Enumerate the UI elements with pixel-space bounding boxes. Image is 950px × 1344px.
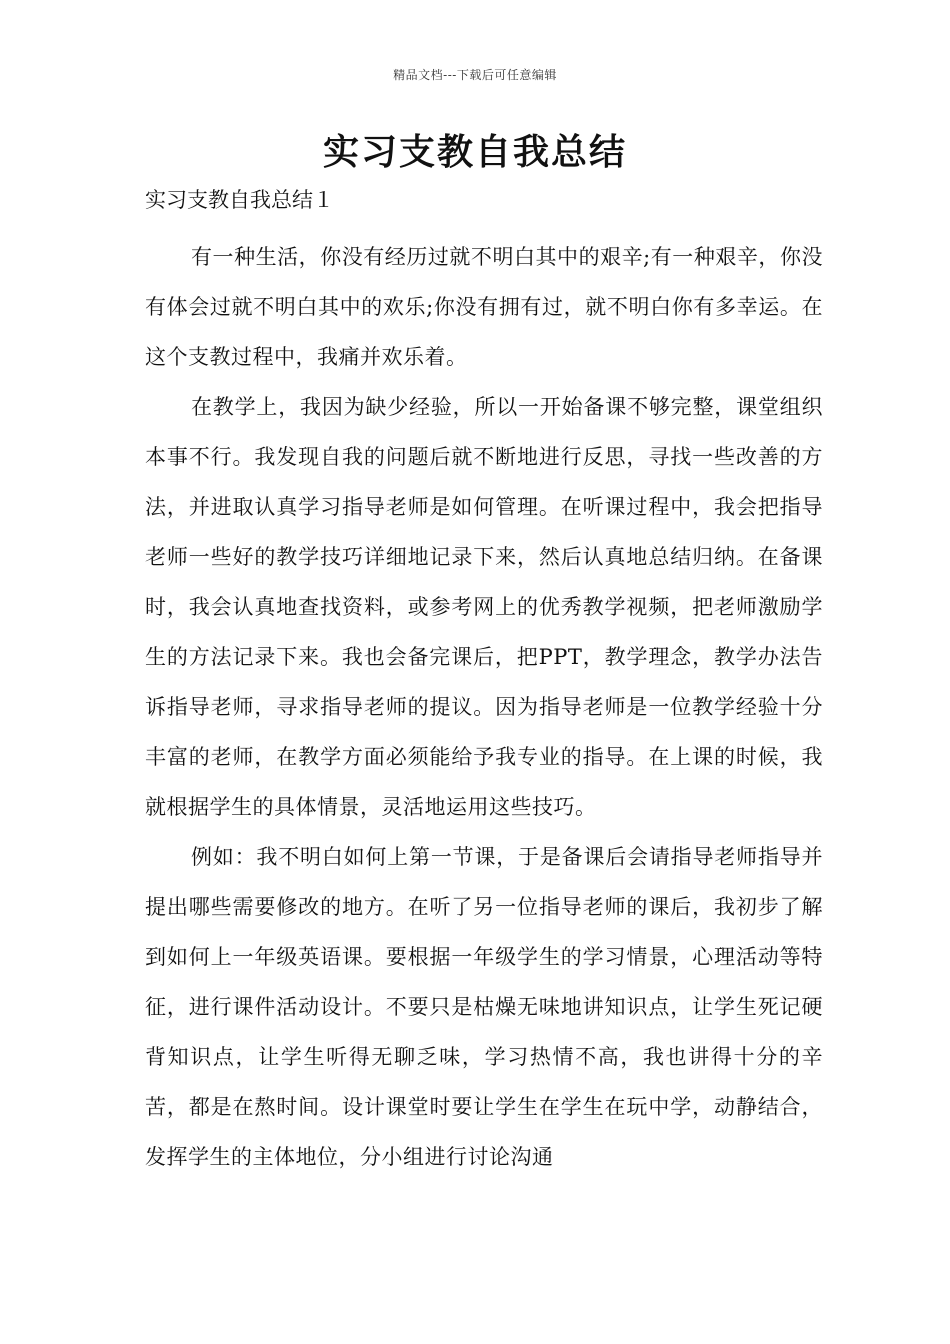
paragraph: 在教学上，我因为缺少经验，所以一开始备课不够完整，课堂组织本事不行。我发现自我的问题后就不断地进行反思，寻找一些改善的方法，并进取认真学习指导老师是如何管理。在听课过程中，我会把指导老师一些好的教学技巧详细地记录下来，然后认真地总结归纳。在备课时，我会认真地查找资料，或参考网上的优秀教学视频，把老师激励学生的方法记录下来。我也会备完课后，把PPT，教学理念，教学办法告诉指导老师，寻求指导老师的提议。因为指导老师是一位教学经验十分丰富的老师，在教学方面必须能给予我专业的指导。在上课的时候，我就根据学生的具体情景，灵活地运用这些技巧。 <box>145 395 823 819</box>
paragraph: 有一种生活，你没有经历过就不明白其中的艰辛;有一种艰辛，你没有体会过就不明白其中的欢乐;你没有拥有过，就不明白你有多幸运。在这个支教过程中，我痛并欢乐着。 <box>145 245 823 369</box>
document-body <box>145 232 823 1182</box>
section-heading: 实习支教自我总结１ <box>145 188 334 212</box>
paragraph: 例如：我不明白如何上第一节课，于是备课后会请指导老师指导并提出哪些需要修改的地方。在听了另一位指导老师的课后，我初步了解到如何上一年级英语课。要根据一年级学生的学习情景，心理活动等特征，进行课件活动设计。不要只是枯燥无味地讲知识点，让学生死记硬背知识点，让学生听得无聊乏味，学习热情不高，我也讲得十分的辛苦，都是在熬时间。设计课堂时要让学生在学生在玩中学，动静结合，发挥学生的主体地位，分小组进行讨论沟通 <box>145 845 823 1169</box>
document-title: 实习支教自我总结 <box>322 131 627 173</box>
header-note: 精品文档---下载后可任意编辑 <box>393 68 557 82</box>
